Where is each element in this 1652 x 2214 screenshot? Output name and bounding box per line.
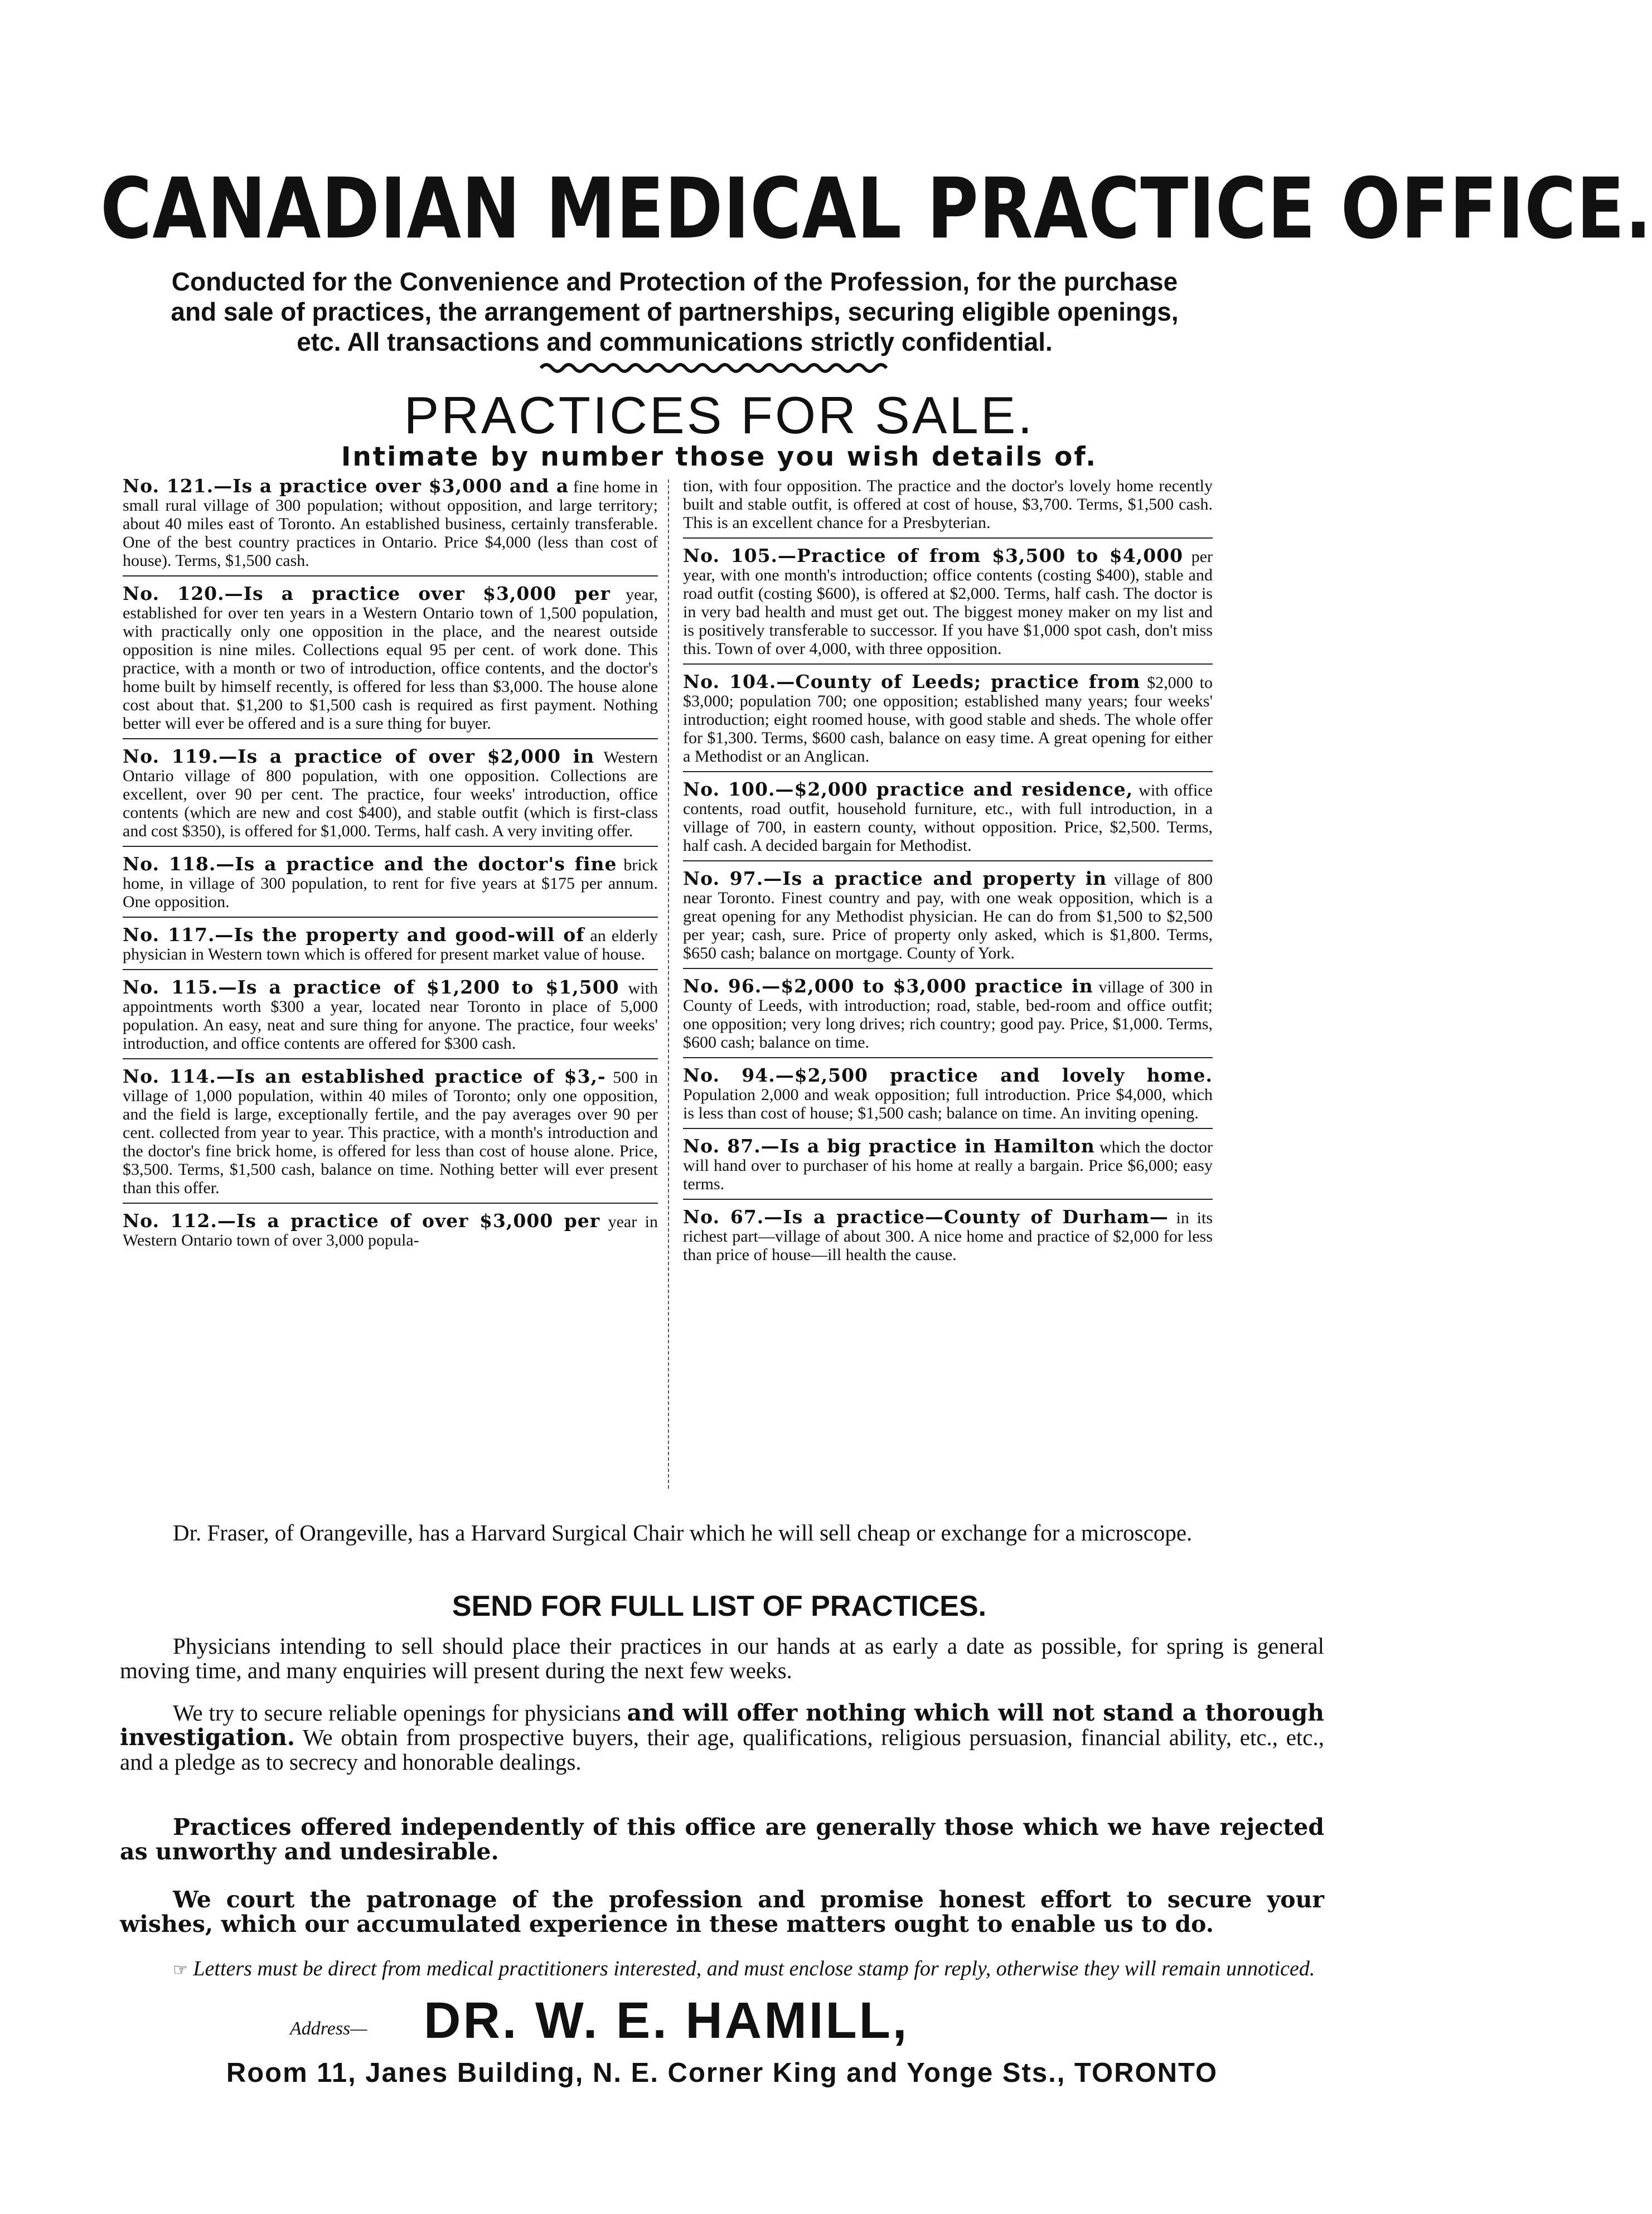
listing-heading: No. 115.—Is a practice of $1,200 to $1,500 (123, 976, 619, 998)
listing-heading: No. 94.—$2,500 practice and lovely home. (683, 1064, 1213, 1086)
paragraph-patronage: We court the patronage of the profession and promise honest effort to secure your wishes, which our accumulated experience in these matters ought to enable us to do. (120, 1886, 1324, 1937)
listing-body: an elderly physician in Western town which is offered for present market value of house. (123, 927, 658, 963)
listing-body: fine home in small rural village of 300 population; without opposition, and large territory; about 40 miles east of Toronto. An established business, certainly transferable. One of the best country practices in Ontario. Price $4,000 (less than cost of house). Terms, $1,500 cash. (123, 478, 658, 570)
practice-listing (683, 546, 1213, 665)
left-column (123, 477, 658, 1263)
listing-body: 500 in village of 1,000 population, within 40 miles of Toronto; only one opposition, and the field is large, exceptionally fertile, and the pay averages over 90 per cent. collected from year to year. This practice, with a month's introduction and the doctor's fine brick home, is offered for less than cost of house alone. Price, $3,500. Terms, $1,500 cash, balance on time. Nothing better will ever present than this offer. (123, 1068, 658, 1197)
listing-body: per year, with one month's introduction; office contents (costing $400), stable and road outfit (costing $600), is offered at $2,000. Terms, half cash. The doctor is in very bad health and must get out. The biggest money maker on my list and is positively transferable to successor. If you have $1,000 spot cash, don't miss this. Town of over 4,000, with three opposition. (683, 548, 1213, 658)
listing-body: Population 2,000 and weak opposition; full introduction. Price $4,000, which is less than cost of house; $1,500 cash; balance on time. An inviting opening. (683, 1086, 1213, 1122)
practice-listing (123, 477, 658, 576)
listing-heading: No. 96.—$2,000 to $3,000 practice in (683, 975, 1093, 997)
listing-body: in its richest part—village of about 300. A nice home and practice of $2,000 for less than price of house—ill health the cause. (683, 1209, 1213, 1264)
paragraph-rejected: Practices offered independently of this office are generally those which we have rejected as unworthy and undesirable. (120, 1814, 1324, 1865)
listing-body: with office contents, road outfit, household furniture, etc., with full introduction, in a village of 700, in eastern county, without opposition. Price, $2,500. Terms, half cash. A decided bargain for Methodist. (683, 781, 1213, 855)
practice-listing (683, 1208, 1213, 1270)
practice-listing (123, 855, 658, 918)
send-heading: SEND FOR FULL LIST OF PRACTICES. (452, 1590, 987, 1622)
listing-heading: No. 67.—Is a practice—County of Durham— (683, 1206, 1169, 1228)
listing-body: which the doctor will hand over to purchaser of his home at really a bargain. Price $6,000; easy terms. (683, 1138, 1213, 1193)
openings-text-bold: and will offer nothing which will not stand a thorough investigation. (120, 1699, 1324, 1751)
practice-listing (683, 477, 1213, 539)
address-name: DR. W. E. HAMILL, (424, 1992, 909, 2049)
practice-listing (123, 1067, 658, 1204)
listing-heading: No. 104.—County of Leeds; practice from (683, 671, 1141, 692)
practice-listing (683, 780, 1213, 861)
listing-heading: No. 100.—$2,000 practice and residence, (683, 778, 1133, 800)
listing-heading: No. 120.—Is a practice over $3,000 per (123, 583, 611, 604)
listing-heading: No. 118.—Is a practice and the doctor's fine (123, 853, 617, 875)
listing-heading: No. 119.—Is a practice of over $2,000 in (123, 745, 595, 767)
page-title: CANADIAN MEDICAL PRACTICE OFFICE. (100, 161, 1652, 258)
practice-listing (123, 926, 658, 970)
practice-listing (123, 584, 658, 739)
listing-body: village of 800 near Toronto. Finest country and pay, with one weak opposition, which is a great opening for any Methodist physician. He can do from $1,500 to $2,500 per year; cash, sure. Price of property only asked, which is $1,800. Terms, $650 cash; balance on mortgage. County of York. (683, 870, 1213, 962)
listing-body: with appointments worth $300 a year, located near Toronto in place of 5,000 population. An easy, neat and sure thing for anyone. The practice, four weeks' introduction, and office contents are offered for $300 cash. (123, 979, 658, 1053)
listing-heading: No. 87.—Is a big practice in Hamilton (683, 1135, 1095, 1157)
practice-listing (123, 978, 658, 1059)
listing-heading: No. 97.—Is a practice and property in (683, 868, 1107, 889)
letters-note (120, 1957, 1324, 1982)
practice-listing (123, 747, 658, 847)
letters-note-text: Letters must be direct from medical practitioners interested, and must enclose stamp for reply, otherwise they will remain unnoticed. (193, 1957, 1315, 1980)
address-label: Address— (290, 2018, 367, 2039)
listing-body: village of 300 in County of Leeds, with introduction; road, stable, bed-room and office outfit; one opposition; very long drives; rich country; good pay. Price, $1,000. Terms, $600 cash; balance on time. (683, 978, 1213, 1052)
practice-listing (123, 1212, 658, 1255)
listing-heading: No. 121.—Is a practice over $3,000 and a (123, 475, 569, 497)
paragraph-sell: Physicians intending to sell should place their practices in our hands at as early a date as possible, for spring is general moving time, and many enquiries will present during the next few weeks. (120, 1633, 1324, 1683)
practice-listing (683, 869, 1213, 969)
listing-body: Western Ontario village of 800 population, with one opposition. Collections are excellent, over 90 per cent. The practice, four weeks' introduction, office contents (which are new and cost $400), and stable outfit (which is first-class and cost $350), is offered for $1,000. Terms, half cash. A very inviting offer. (123, 748, 658, 840)
intro-text: Conducted for the Convenience and Protection of the Profession, for the purchase and sale of practices, the arrangement of partnerships, securing eligible openings, etc. All transactions and communications strictly confidential. (171, 267, 1179, 356)
listing-heading: No. 114.—Is an established practice of $3,- (123, 1065, 606, 1087)
listing-heading: No. 105.—Practice of from $3,500 to $4,000 (683, 545, 1184, 566)
listing-heading: No. 112.—Is a practice of over $3,000 per (123, 1210, 600, 1232)
openings-text-a: We try to secure reliable openings for physicians (173, 1700, 627, 1726)
listing-body: year, established for over ten years in a Western Ontario town of 1,500 population, with practically only one opposition in the place, and the nearest outside opposition is nine miles. Collections equal 95 per cent. of work done. This practice, with a month or two of introduction, office contents, and the doctor's home built by himself recently, is offered for less than $3,000. The house alone cost about that. $1,200 to $1,500 cash is required as first payment. Nothing better will ever be offered and is a sure thing for buyer. (123, 585, 658, 733)
listing-body: year in Western Ontario town of over 3,000 popula- (123, 1213, 658, 1249)
listing-body: $2,000 to $3,000; population 700; one opposition; established many years; four weeks' introduction; eight roomed house, with good stable and sheds. The whole offer for $1,300. Terms, $600 cash, balance on easy time. A great opening for either a Methodist or an Anglican. (683, 674, 1213, 766)
listing-heading: No. 117.—Is the property and good-will of (123, 924, 585, 946)
sale-subheading: Intimate by number those you wish details of. (341, 442, 1098, 472)
address-line: Room 11, Janes Building, N. E. Corner King and Yonge Sts., TORONTO (226, 2058, 1218, 2088)
practice-listing (683, 977, 1213, 1058)
pointing-hand-icon: ☞ (173, 1961, 188, 1979)
listing-body: brick home, in village of 300 population, to rent for five years at $175 per annum. One opposition. (123, 856, 658, 911)
chair-notice: Dr. Fraser, of Orangeville, has a Harvard Surgical Chair which he will sell cheap or exchange for a microscope. (173, 1520, 1193, 1546)
right-column (683, 477, 1213, 1277)
wavy-divider-icon (541, 360, 886, 376)
practice-listing (683, 1137, 1213, 1200)
practice-listing (683, 672, 1213, 772)
paragraph-openings (120, 1701, 1324, 1774)
listing-body: tion, with four opposition. The practice and the doctor's lovely home recently built and stable outfit, is offered at cost of house, $3,700. Terms, $1,500 cash. This is an excellent chance for a Presbyterian. (683, 477, 1213, 532)
practice-listing (683, 1066, 1213, 1129)
column-divider (668, 479, 669, 1489)
sale-heading: PRACTICES FOR SALE. (404, 386, 1035, 444)
openings-text-c: We obtain from prospective buyers, their age, qualifications, religious persuasion, financial ability, etc., etc., and a pledge as to secrecy and honorable dealings. (120, 1724, 1324, 1775)
